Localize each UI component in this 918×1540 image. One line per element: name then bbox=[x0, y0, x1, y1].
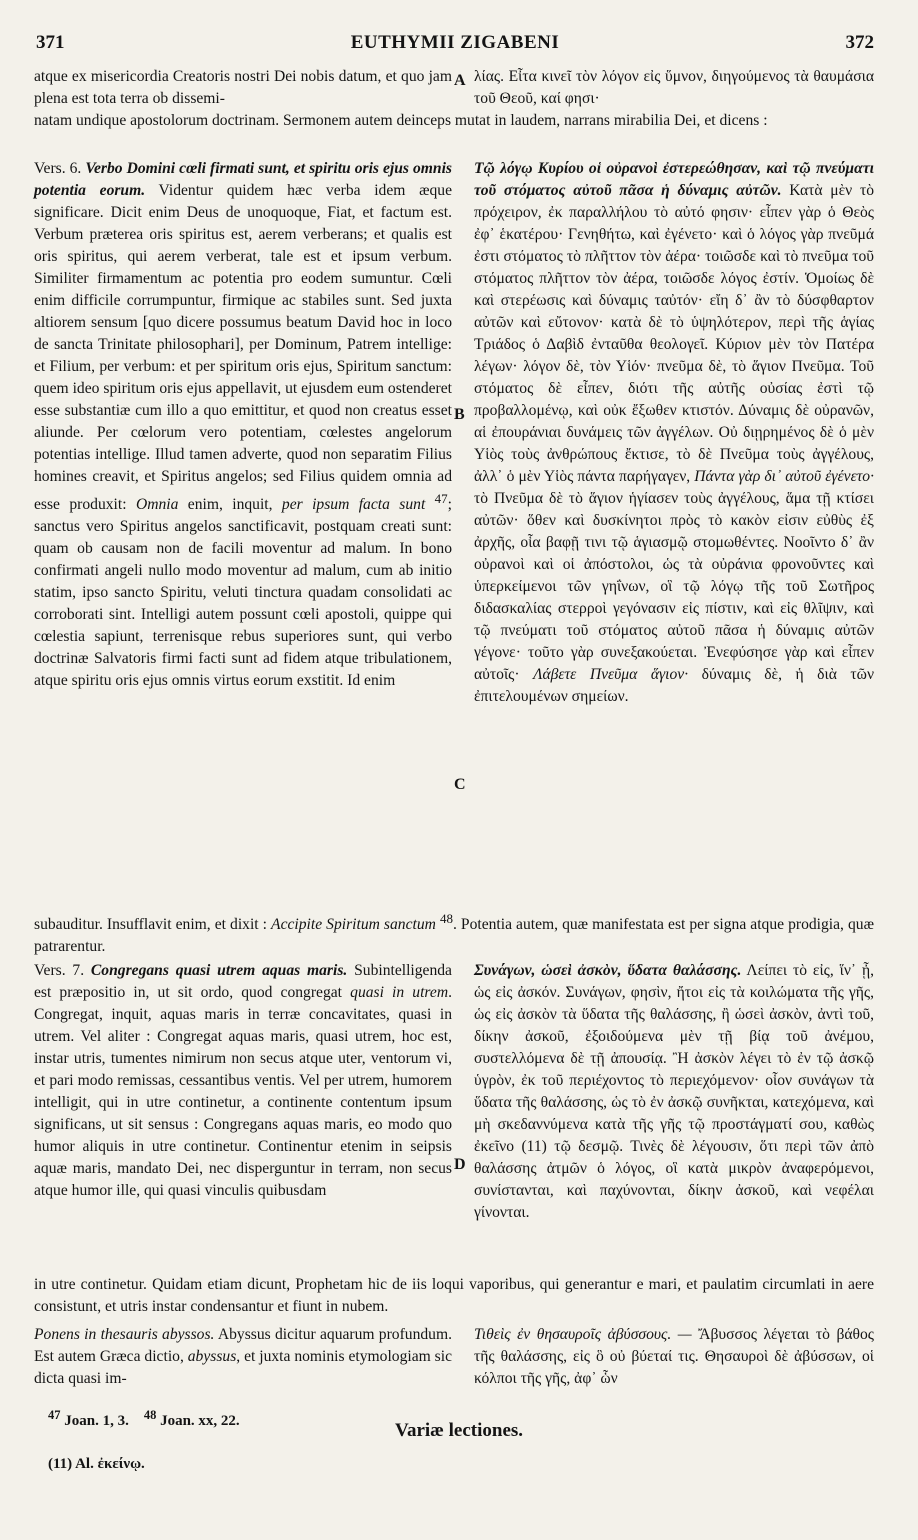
latin-commentary-continued: . Congregat, inquit, aquas maris in terræ concavitates, quasi in utrem. Vel aliter : Congregat aquas maris, quasi utrem, hoc est, instar utris, tumentes nimirum non secus atque uter, ventorum vi, et pari modo remissas, cessantibus ventis. Vel per utrem, humorem intelligit, qui in utre continetur, a continente contentum ipsum significans, ut sit sensus : Congregans aquas maris, eo modo quo humor aliquis in utre continetur. Continentur etenim in seipsis aquæ maris, mandato Dei, nec disperguntur in terram, non secus atque humor ille, qui quasi vinculis quibusdam bbox=[34, 984, 452, 1199]
footnote-text: Joan. xx, 22. bbox=[160, 1413, 240, 1429]
latin-commentary: Videntur quidem hæc verba idem æque significare. Dicit enim Deus de unoquoque, Fiat, et factum est. Verbum præterea oris spiritus est, aerem verberans; et qualis est oris spiritus, qui aerem verberat, tale est et ipsum verbum. Similiter firmamentum ac potentia pro eodem sumuntur. Cœli enim difficile corrumpuntur, firmique ac stabiles sunt. Sed juxta altiorem sensum [quo dicere possumus beatum David hoc in loco de sancta Trinitate philosophari], per Dominum, Patrem intellige: et Filium, per verbum: et per spiritum oris ejus, Spiritum sanctum: quem ideo spiritum oris ejus appellavit, ut ejusdem eum ostenderet esse substantiæ cum illo a quo emittitur, et quod non creatus esset aliunde. Per cœlorum vero potentiam, cœlestes angelorum potentias intellige. Illud tamen adverte, quod non separatim Filius homines creavit, et Spiritus angelos; sed Filius quidem omnia ad esse produxit: bbox=[34, 182, 452, 514]
latin-column-ponens bbox=[34, 1324, 452, 1390]
verse-6-full-line bbox=[34, 908, 874, 958]
latin-commentary-continued: , et juxta nominis etymologiam sic dicta quasi im- bbox=[34, 1348, 452, 1387]
margin-letter-b: B bbox=[454, 406, 465, 423]
latin-intro: atque ex misericordia Creatoris nostri Dei nobis datum, et quo jam plena est tota terra ob dissemi- bbox=[34, 68, 452, 107]
greek-commentary: Λείπει τὸ εἰς, ἵν᾽ ᾖ, ὡς εἰς ἀσκόν. Συνάγων, φησὶν, ἤτοι εἰς τὰ κοιλώματα τῆς γῆς, ὡς εἰς ἀσκὸν τὰ ὕδατα τῆς θαλάσσης, ἢ ὡσεὶ ἀσκὸν, ἀντὶ τοῦ, δίκην ἀσκοῦ, ἐξοιδούμενα μὲν τῇ βίᾳ τοῦ ἀνέμου, συστελλόμενα δὲ τῇ ἀπουσίᾳ. Ἢ ἀσκὸν λέγει τὸ ἐν τῷ ἀσκῷ ὑγρὸν, ἐκ τοῦ περιέχοντος τὸ περιεχόμενον· οἷον συνάγων τὰ ὕδατα τῆς θαλάσσης, ὡς τὸ ἐν ἀσκῷ συνῆκται, κατεχόμενα, καὶ μὴ σκεδαννύμενα κατὰ τῆς γῆς τῷ προστάγματί σου, καθὼς ἐκεῖνο (11) τῷ δεσμῷ. Τινὲς δὲ λέγουσιν, ὅτι περὶ τῶν ἀπὸ θαλάσσης ἀτμῶν ὁ λόγος, οἳ κατὰ μικρὸν ἀναφερόμενοι, συνίστανται, καὶ παχύνονται, δίκην ἀσκοῦ, καὶ νεφέλαι γίνονται. bbox=[474, 962, 874, 1221]
greek-citation: Λάβετε Πνεῦμα ἅγιον· bbox=[533, 666, 689, 683]
latin-text: . Potentia autem, quæ manifestata est per signa atque prodigia, quæ patrarentur. bbox=[34, 916, 874, 956]
section-top bbox=[34, 66, 874, 154]
latin-lemma: Ponens in thesauris abyssos. bbox=[34, 1326, 215, 1343]
greek-commentary: Ἄβυσσος λέγεται τὸ βάθος τῆς θαλάσσης, εἰς ὃ οὐ βύεταί τις. Θησαυροὶ δὲ ἀβύσσων, οἱ κόλποι τῆς γῆς, ἀφ᾽ ὧν bbox=[474, 1326, 874, 1387]
latin-citation: per ipsum facta sunt bbox=[281, 496, 426, 514]
latin-commentary: Subintelligenda est præpositio in, ut sit ordo, quod congregat bbox=[34, 962, 452, 1001]
greek-citation: Πάντα γὰρ δι᾽ αὐτοῦ ἐγένετο· bbox=[694, 468, 874, 485]
margin-letter-d: D bbox=[454, 1156, 466, 1173]
greek-column-verse-6 bbox=[474, 158, 874, 708]
latin-text: enim, inquit, bbox=[187, 496, 273, 514]
latin-intro-continued: natam undique apostolorum doctrinam. Sermonem autem deinceps mutat in laudem, narrans mirabilia Dei, et dicens : bbox=[34, 112, 768, 129]
verse-label: Vers. 7. bbox=[34, 962, 85, 979]
greek-commentary-end: δύναμις δὲ, ἡ διὰ τῶν ἐπιτελουμένων σημείων. bbox=[474, 666, 874, 705]
greek-lemma: Τιθεὶς ἐν θησαυροῖς ἀβύσσους. — bbox=[474, 1326, 692, 1343]
latin-citation: Accipite Spiritum sanctum bbox=[271, 916, 436, 934]
greek-lemma: Τῷ λόγῳ Κυρίου οἱ οὐρανοὶ ἐστερεώθησαν, καὶ τῷ πνεύματι τοῦ στόματος αὐτοῦ πᾶσα ἡ δύναμις αὐτῶν. bbox=[474, 160, 874, 199]
page-number-right: 372 bbox=[845, 32, 874, 53]
verse-label: Vers. 6. bbox=[34, 160, 82, 177]
footnote-ref: 48 bbox=[439, 911, 453, 926]
greek-commentary: Κατὰ μὲν τὸ πρόχειρον, ἐκ παραλλήλου τὸ αὐτό φησιν· εἶπεν γὰρ ὁ Θεὸς ἐφ᾽ ἑκατέρου· Γενηθήτω, καὶ ἐγένετο· καὶ ὁ λόγος γὰρ πνεῦμά ἐστι στόματος τὸ πλῆττον τὸν ἀέρα· τοιῶσδε καὶ τὸ πνεῦμα τοῦ στόματος πλῆττον τὸν ἀέρα, τοιῶσδε λόγος ἐστίν. Ὁμοίως δὲ καὶ στερέωσις καὶ δύναμις ταὐτόν· εἴη δ᾽ ἂν τὸ δύσφθαρτον αὐτῶν καὶ εὔτονον· κατὰ δὲ τὸ ὑψηλότερον, περὶ τῆς ἁγίας Τριάδος ὁ Δαβὶδ ἐνταῦθα θεολογεῖ. Κύριον μὲν τὸν Πατέρα λέγων· λόγον δὲ, τὸν Υἱόν· πνεῦμα δὲ, τὸ ἅγιον Πνεῦμα. Τοῦ στόματος δὲ εἶπεν, διότι τῆς αὐτῆς οὐσίας ἐστὶ τῷ προβαλλομένῳ, καὶ οὐκ ἔξωθεν κτιστόν. Δύναμις δὲ οὐρανῶν, αἱ ἐπουράνιαι δυνάμεις τῶν ἀγγέλων. Οὐ διῃρημένος δὲ ὁ μὲν Υἱὸς τοὺς ἀνθρώπους ἔκτισε, τὸ δὲ Πνεῦμα τοὺς ἀγγέλους, ἀλλ᾽ ὁ μὲν Υἱὸς πάντα παρήγαγεν, bbox=[474, 182, 875, 485]
latin-column-verse-6 bbox=[34, 158, 452, 692]
variae-lectiones-heading: Variæ lectiones. bbox=[394, 1420, 524, 1441]
latin-citation: quasi in utrem bbox=[350, 984, 449, 1001]
variant-reading: (11) Al. ἐκείνῳ. bbox=[48, 1456, 145, 1472]
latin-lemma: Congregans quasi utrem aquas maris. bbox=[90, 962, 348, 979]
latin-word: abyssus bbox=[187, 1348, 237, 1365]
latin-citation: Omnia bbox=[135, 496, 179, 514]
latin-lemma: Verbo Domini cœli firmati sunt, et spiritu oris ejus omnis potentia eorum. bbox=[34, 160, 452, 199]
greek-column-ponens bbox=[474, 1324, 874, 1390]
running-title: EUTHYMII ZIGABENI bbox=[350, 32, 560, 53]
footnote-number: 47 bbox=[48, 1408, 61, 1422]
margin-letter-c: C bbox=[454, 776, 466, 793]
section-verse-7 bbox=[34, 960, 874, 1272]
footnote-ref: 47 bbox=[434, 491, 448, 506]
greek-column-verse-7 bbox=[474, 960, 874, 1224]
verse-7-full-lines: in utre continetur. Quidam etiam dicunt, Prophetam hic de iis loqui vaporibus, qui generantur e mari, et paulatim circumlati in aere consistunt, et utris instar condensantur et fiunt in nubem. bbox=[34, 1276, 874, 1315]
footnote-number: 48 bbox=[143, 1408, 157, 1422]
latin-commentary: Abyssus dicitur aquarum profundum. Est autem Græca dictio, bbox=[34, 1326, 453, 1365]
greek-lemma: Συνάγων, ὡσεὶ ἀσκὸν, ὕδατα θαλάσσης. bbox=[474, 962, 742, 979]
greek-intro: λίας. Εἶτα κινεῖ τὸν λόγον εἰς ὕμνον, διηγούμενος τὰ θαυμάσια τοῦ Θεοῦ, καί φησι· bbox=[474, 68, 874, 107]
latin-commentary-continued: ; sanctus vero Spiritus angelos sanctificavit, postquam creati sunt: quam ob causam non de facili moventur ad malum. In bono confirmati angeli nullo modo moventur ad malum, cum ab initio statim, ipso sancto Spiritu, veluti tinctura quadam consolidati ac corroborati sint. Intelligi autem possunt cœli apostoli, quippe qui cœlestia sapiunt, terrenisque rebus superiores sunt, qui verbo doctrinæ Salvatoris firmi facti sunt ad fidem atque tribulationem, atque spiritu oris ejus omnis virtus eorum exstitit. Id enim bbox=[34, 496, 453, 690]
footnote-text: Joan. 1, 3. bbox=[64, 1413, 129, 1429]
section-ponens bbox=[34, 1324, 874, 1396]
section-verse-6 bbox=[34, 158, 874, 908]
page-number-left: 371 bbox=[36, 32, 65, 53]
greek-commentary-continued: τὸ Πνεῦμα δὲ τὸ ἅγιον ἡγίασεν τοὺς ἀγγέλους, ἅμα τῇ κτίσει αὐτῶν· ὅθεν καὶ δυσκίνητοι πρὸς τὸ κακὸν εἰσιν εὐθὺς ἐξ ἀρχῆς, οἷα βαφῇ τινι τῷ ἁγιασμῷ στομωθέντες. Νοοῖντο δ᾽ ἂν οὐρανοὶ καὶ οἱ ἀπόστολοι, ὡς τὰ οὐράνια φρονοῦντες καὶ ὑπερκείμενοι τῶν γηΐνων, οἳ τῷ λόγῳ τῆς τοῦ Σωτῆρος διδασκαλίας στερροὶ γεγόνασιν εἰς πίστιν, καὶ εἰς θλῖψιν, καὶ τῷ πνεύματι τοῦ στόματος αὐτοῦ πᾶσα ἡ δύναμις αὐτῶν γέγονε· τοῦτο γὰρ συνεξακούεται. Ἐνεφύσησε γὰρ καὶ εἶπεν αὐτοῖς· bbox=[474, 490, 874, 683]
latin-column-verse-7 bbox=[34, 960, 452, 1202]
margin-letter-a: A bbox=[454, 72, 466, 89]
latin-text: subauditur. Insufflavit enim, et dixit : bbox=[34, 916, 267, 934]
running-header bbox=[36, 32, 874, 62]
